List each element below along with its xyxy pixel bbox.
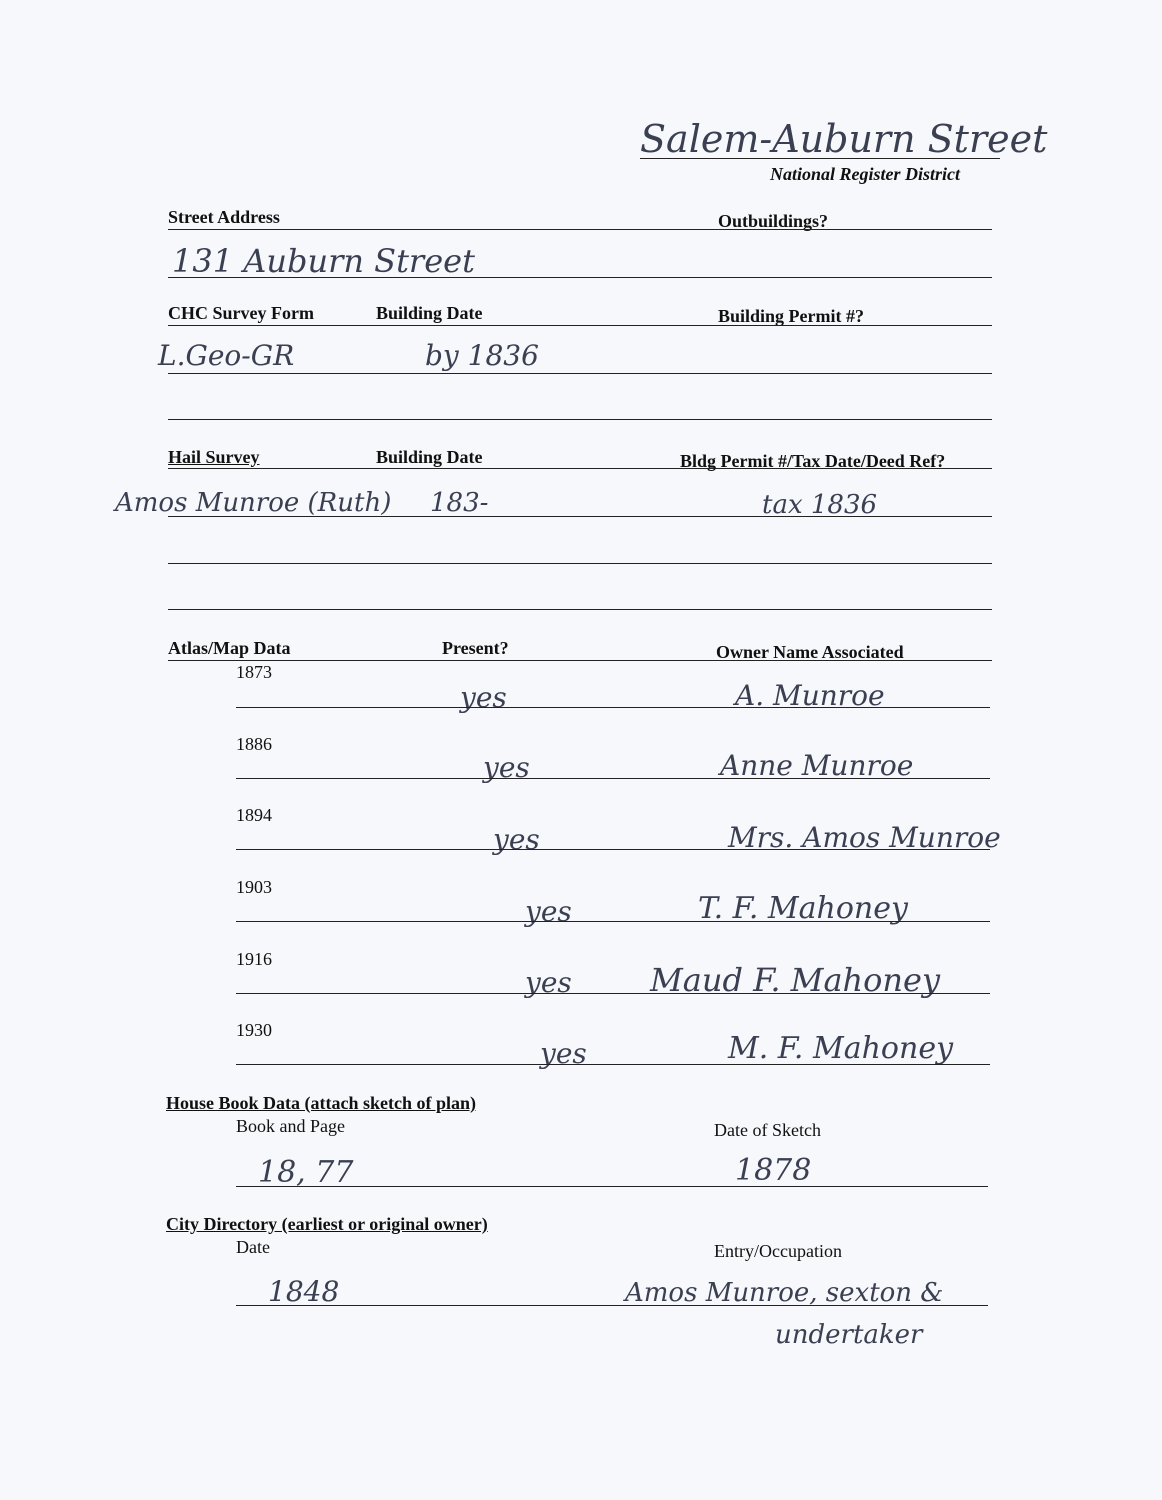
street-address-line-top [168, 229, 992, 230]
chc-line-2 [168, 419, 992, 420]
district-label: National Register District [770, 164, 961, 184]
house-book-label: House Book Data (attach sketch of plan) [166, 1093, 477, 1113]
atlas-year: 1930 [236, 1020, 272, 1040]
district-name-handwritten: Salem-Auburn Street [640, 117, 1048, 161]
atlas-present-value: yes [540, 1037, 587, 1070]
atlas-row-line [236, 849, 990, 850]
chc-line-1 [168, 373, 992, 374]
atlas-year: 1873 [236, 662, 272, 682]
atlas-row-line [236, 921, 990, 922]
chc-permit-label: Building Permit #? [718, 306, 865, 326]
street-address-line [168, 277, 992, 278]
atlas-row-line [236, 778, 990, 779]
atlas-owner-value: M. F. Mahoney [728, 1031, 954, 1066]
hail-survey-value: Amos Munroe (Ruth) [115, 488, 392, 518]
outbuildings-label: Outbuildings? [718, 211, 829, 231]
atlas-owner-value: Maud F. Mahoney [650, 961, 941, 999]
street-address-value: 131 Auburn Street [172, 242, 475, 280]
hail-line-2 [168, 563, 992, 564]
book-page-value: 18, 77 [258, 1155, 354, 1190]
hail-permit-label: Bldg Permit #/Tax Date/Deed Ref? [680, 451, 946, 471]
atlas-row-line [236, 1064, 990, 1065]
directory-date-value: 1848 [268, 1275, 340, 1308]
atlas-label: Atlas/Map Data [168, 638, 291, 658]
atlas-owner-value: Mrs. Amos Munroe [728, 821, 1001, 854]
directory-entry-value-line2: undertaker [775, 1320, 923, 1350]
hail-survey-label: Hail Survey [168, 447, 260, 467]
atlas-present-value: yes [460, 681, 507, 714]
hail-line-top [168, 468, 992, 469]
atlas-year: 1886 [236, 734, 272, 754]
atlas-owner-label: Owner Name Associated [716, 642, 904, 662]
atlas-present-value: yes [493, 823, 540, 856]
hail-building-date-label: Building Date [376, 447, 483, 467]
atlas-year: 1894 [236, 805, 272, 825]
chc-building-date-label: Building Date [376, 303, 483, 323]
atlas-row-line [236, 707, 990, 708]
atlas-present-value: yes [525, 966, 572, 999]
atlas-present-value: yes [483, 751, 530, 784]
atlas-row-line [236, 993, 990, 994]
atlas-present-value: yes [525, 895, 572, 928]
chc-line-top [168, 325, 992, 326]
city-directory-label: City Directory (earliest or original owner) [166, 1214, 488, 1234]
chc-building-date-value: by 1836 [425, 339, 539, 372]
sketch-date-value: 1878 [735, 1153, 812, 1188]
street-address-label: Street Address [168, 207, 280, 227]
chc-survey-form-label: CHC Survey Form [168, 303, 314, 323]
atlas-line-top [168, 660, 992, 661]
hail-permit-value: tax 1836 [762, 490, 878, 520]
house-book-line [236, 1186, 988, 1187]
directory-entry-value-line1: Amos Munroe, sexton & [625, 1278, 944, 1308]
directory-entry-label: Entry/Occupation [714, 1241, 842, 1261]
hail-line-3 [168, 609, 992, 610]
book-page-label: Book and Page [236, 1116, 345, 1136]
hail-line-1 [168, 516, 992, 517]
atlas-owner-value: A. Munroe [735, 679, 885, 712]
atlas-owner-value: Anne Munroe [720, 749, 914, 782]
atlas-present-label: Present? [442, 638, 509, 658]
hail-building-date-value: 183- [430, 488, 489, 518]
sketch-date-label: Date of Sketch [714, 1120, 821, 1140]
atlas-year: 1903 [236, 877, 272, 897]
city-directory-line [236, 1305, 988, 1306]
atlas-owner-value: T. F. Mahoney [698, 891, 908, 926]
atlas-year: 1916 [236, 949, 272, 969]
district-line [640, 158, 1000, 159]
directory-date-label: Date [236, 1237, 270, 1257]
chc-survey-form-value: L.Geo-GR [158, 339, 295, 372]
